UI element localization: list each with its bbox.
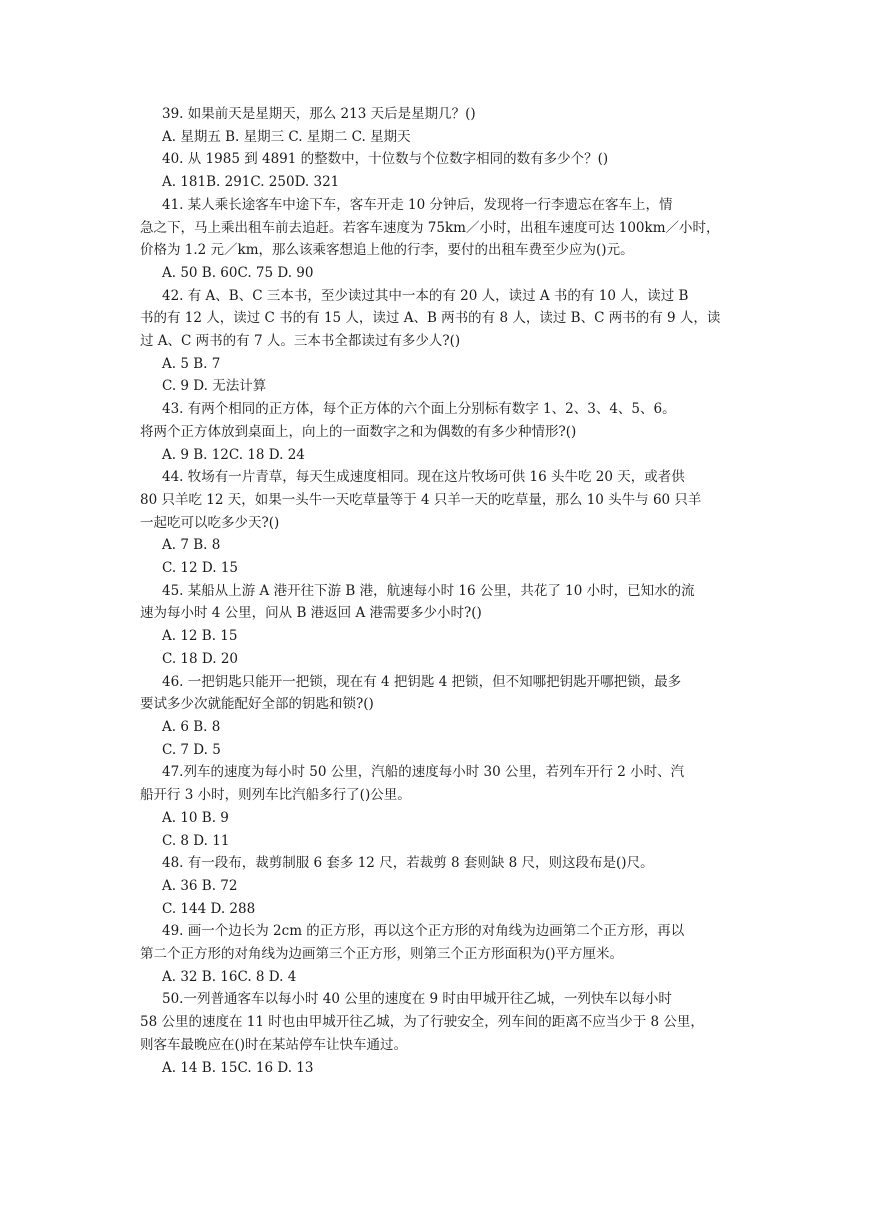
answer-options: C. 7 D. 5 xyxy=(162,741,221,758)
question-block xyxy=(140,285,740,399)
question-stem: 41. 某人乘长途客车中途下车，客车开走 10 分钟后，发现将一行李遗忘在客车上，情 xyxy=(162,196,673,213)
question-stem: 49. 画一个边长为 2cm 的正方形，再以这个正方形的对角线为边画第二个正方形，再以 xyxy=(162,923,685,940)
question-stem-continued: 一起吃可以吃多少天?() xyxy=(140,514,280,531)
answer-options: C. 18 D. 20 xyxy=(162,650,239,667)
answer-options: A. 7 B. 8 xyxy=(162,537,221,554)
document-body xyxy=(140,103,740,1079)
question-block xyxy=(140,466,740,580)
question-block xyxy=(140,194,740,285)
answer-options: C. 12 D. 15 xyxy=(162,560,239,577)
question-stem-continued: 过 A、C 两书的有 7 人。三本书全都读过有多少人?() xyxy=(140,333,461,350)
question-stem-continued: 船开行 3 小时，则列车比汽船多行了()公里。 xyxy=(140,787,411,804)
answer-options: A. 181B. 291C. 250D. 321 xyxy=(162,174,340,191)
question-block xyxy=(140,852,740,920)
question-stem-continued: 58 公里的速度在 11 时也由甲城开往乙城，为了行驶安全，列车间的距离不应当少于 8 公里， xyxy=(140,1014,704,1031)
question-stem-continued: 第二个正方形的对角线为边画第三个正方形，则第三个正方形面积为()平方厘米。 xyxy=(140,946,624,963)
question-block xyxy=(140,761,740,852)
question-block xyxy=(140,398,740,466)
question-stem: 50.一列普通客车以每小时 40 公里的速度在 9 时由甲城开往乙城，一列快车以每小时 xyxy=(162,991,672,1008)
answer-options: A. 36 B. 72 xyxy=(162,877,238,894)
question-block xyxy=(140,148,740,193)
answer-options: C. 8 D. 11 xyxy=(162,832,230,849)
question-stem: 46. 一把钥匙只能开一把锁，现在有 4 把钥匙 4 把锁，但不知哪把钥匙开哪把锁，最多 xyxy=(162,673,682,690)
question-stem-continued: 将两个正方体放到桌面上，向上的一面数字之和为偶数的有多少种情形?() xyxy=(140,423,577,440)
question-stem: 47.列车的速度为每小时 50 公里，汽船的速度每小时 30 公里，若列车开行 2 小时、汽 xyxy=(162,764,685,781)
question-stem-continued: 急之下，马上乘出租车前去追赶。若客车速度为 75km／小时，出租车速度可达 100km／小时， xyxy=(140,219,720,236)
answer-options: A. 9 B. 12C. 18 D. 24 xyxy=(162,446,305,463)
answer-options: A. 星期五 B. 星期三 C. 星期二 C. 星期天 xyxy=(162,128,411,145)
question-stem: 45. 某船从上游 A 港开往下游 B 港，航速每小时 16 公里，共花了 10 小时，已知水的流 xyxy=(162,582,695,599)
question-stem-continued: 则客车最晚应在()时在某站停车让快车通过。 xyxy=(140,1036,408,1053)
answer-options: A. 14 B. 15C. 16 D. 13 xyxy=(162,1059,314,1076)
question-stem: 39. 如果前天是星期天，那么 213 天后是星期几？() xyxy=(162,106,476,122)
answer-options: A. 5 B. 7 xyxy=(162,355,221,372)
answer-options: C. 9 D. 无法计算 xyxy=(162,378,267,395)
question-stem-continued: 要试多少次就能配好全部的钥匙和锁?() xyxy=(140,696,374,713)
answer-options: A. 6 B. 8 xyxy=(162,718,221,735)
question-block xyxy=(140,920,740,988)
question-stem-continued: 速为每小时 4 公里，问从 B 港返回 A 港需要多少小时?() xyxy=(140,605,482,622)
answer-options: A. 10 B. 9 xyxy=(162,809,229,826)
question-block xyxy=(140,580,740,671)
answer-options: A. 12 B. 15 xyxy=(162,628,238,645)
question-block xyxy=(140,671,740,762)
question-stem: 44. 牧场有一片青草，每天生成速度相同。现在这片牧场可供 16 头牛吃 20 天，或者供 xyxy=(162,469,685,486)
question-stem-continued: 书的有 12 人，读过 C 书的有 15 人，读过 A、B 两书的有 8 人，读过 B、C 两书的有 9 人，读 xyxy=(140,310,721,327)
answer-options: A. 50 B. 60C. 75 D. 90 xyxy=(162,264,314,281)
question-stem-continued: 价格为 1.2 元／km，那么该乘客想追上他的行李，要付的出租车费至少应为()元。 xyxy=(140,242,634,259)
question-stem: 48. 有一段布，裁剪制服 6 套多 12 尺，若裁剪 8 套则缺 8 尺，则这段布是()尺。 xyxy=(162,855,654,872)
answer-options: C. 144 D. 288 xyxy=(162,900,256,917)
question-stem: 42. 有 A、B、C 三本书，至少读过其中一本的有 20 人，读过 A 书的有 10 人，读过 B xyxy=(162,287,689,304)
question-stem-continued: 80 只羊吃 12 天，如果一头牛一天吃草量等于 4 只羊一天的吃草量，那么 10 头牛与 60 只羊 xyxy=(140,491,702,508)
answer-options: A. 32 B. 16C. 8 D. 4 xyxy=(162,968,297,985)
question-block xyxy=(140,988,740,1079)
question-stem: 40. 从 1985 到 4891 的整数中，十位数与个位数字相同的数有多少个？() xyxy=(162,151,609,168)
question-stem: 43. 有两个相同的正方体，每个正方体的六个面上分别标有数字 1、2、3、4、5、6。 xyxy=(162,401,676,418)
question-block xyxy=(140,103,740,148)
